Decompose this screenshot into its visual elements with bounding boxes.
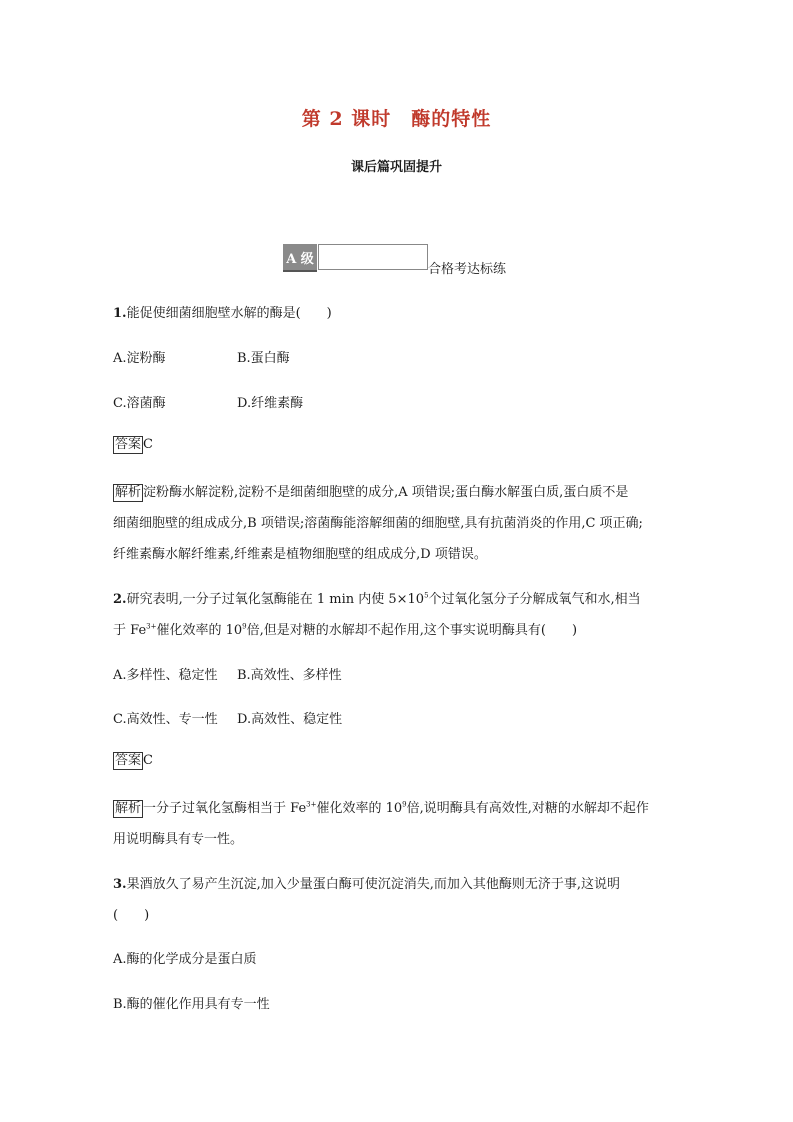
question-number: 1.: [113, 306, 127, 321]
analysis-label: 解析: [115, 801, 142, 816]
answer-value: C: [143, 437, 153, 452]
answer-label: 答案: [115, 753, 142, 768]
question-2-option-d: D.高效性、稳定性: [237, 712, 343, 727]
question-1-stem: [113, 302, 332, 321]
question-2-stem-line-2: [113, 619, 577, 638]
level-text: 合格考达标练: [428, 262, 507, 277]
question-1-option-c: C.溶菌酶: [113, 396, 166, 411]
answer-value: C: [143, 753, 153, 768]
superscript: 3+: [146, 622, 157, 631]
question-text: 能促使细菌细胞壁水解的酶是( ): [126, 306, 332, 321]
level-badge: A 级: [283, 244, 317, 272]
question-1-analysis-line-3: 纤维素酶水解纤维素,纤维素是植物细胞壁的组成成分,D 项错误。: [113, 547, 487, 562]
question-3-stem-line-2: ( ): [113, 908, 150, 923]
question-2-analysis-line-1: [113, 797, 649, 818]
question-text: 于 Fe: [113, 623, 147, 638]
question-2-option-c: C.高效性、专一性: [113, 712, 218, 727]
question-text: 个过氧化氢分子分解成氧气和水,相当: [428, 592, 641, 607]
question-2-analysis-line-2: 用说明酶具有专一性。: [113, 832, 244, 847]
analysis-text: 催化效率的 10: [316, 801, 403, 816]
question-3-stem-line-1: [113, 873, 620, 892]
superscript: 9: [402, 800, 407, 809]
question-1-answer: [113, 436, 153, 454]
question-1-option-b: B.蛋白酶: [237, 351, 290, 366]
question-3-option-a: A.酶的化学成分是蛋白质: [113, 952, 257, 967]
question-3-option-b: B.酶的催化作用具有专一性: [113, 997, 270, 1012]
answer-label: 答案: [115, 437, 142, 452]
level-box: [318, 244, 428, 270]
question-2-answer: [113, 752, 153, 770]
superscript: 3+: [306, 800, 317, 809]
question-text: 催化效率的 10: [156, 623, 243, 638]
analysis-text: 一分子过氧化氢酶相当于 Fe: [143, 801, 307, 816]
question-text: 倍,但是对糖的水解却不起作用,这个事实说明酶具有( ): [246, 623, 578, 638]
superscript: 5: [424, 591, 429, 600]
section-subtitle: 课后篇巩固提升: [350, 160, 442, 175]
question-1-option-a: A.淀粉酶: [113, 351, 166, 366]
question-text: 研究表明,一分子过氧化氢酶能在 1 min 内使 5×10: [126, 592, 425, 607]
question-number: 2.: [113, 592, 127, 607]
question-text: 果酒放久了易产生沉淀,加入少量蛋白酶可使沉淀消失,而加入其他酶则无济于事,这说明: [126, 877, 620, 892]
analysis-text: 淀粉酶水解淀粉,淀粉不是细菌细胞壁的成分,A 项错误;蛋白酶水解蛋白质,蛋白质不是: [143, 485, 629, 500]
question-number: 3.: [113, 877, 127, 892]
question-2-stem-line-1: [113, 588, 641, 607]
question-1-analysis-line-1: [113, 481, 628, 502]
question-2-option-b: B.高效性、多样性: [237, 668, 342, 683]
question-1-option-d: D.纤维素酶: [237, 396, 304, 411]
superscript: 9: [242, 622, 247, 631]
analysis-label: 解析: [115, 485, 142, 500]
question-1-analysis-line-2: 细菌细胞壁的组成成分,B 项错误;溶菌酶能溶解细菌的细胞壁,具有抗菌消炎的作用,C 项正确;: [113, 516, 643, 531]
analysis-text: 倍,说明酶具有高效性,对糖的水解却不起作: [406, 801, 649, 816]
question-2-option-a: A.多样性、稳定性: [113, 668, 218, 683]
lesson-title: 第 2 课时 酶的特性: [301, 108, 492, 130]
